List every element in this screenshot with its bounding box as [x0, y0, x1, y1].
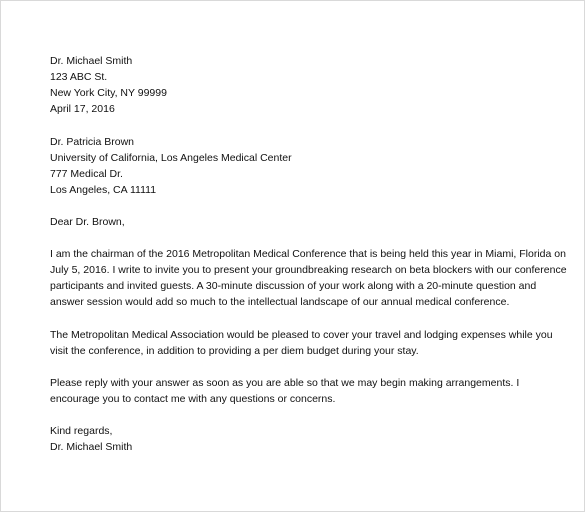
closing-block — [50, 423, 550, 455]
paragraph-line: I am the chairman of the 2016 Metropolitan Medical Conference that is being held this year in Miami, Florida on — [50, 248, 566, 260]
sender-city: New York City, NY 99999 — [50, 87, 167, 99]
sender-name: Dr. Michael Smith — [50, 55, 133, 67]
paragraph-line: encourage you to contact me with any questions or concerns. — [50, 393, 336, 405]
paragraph-line: participants and invited guests. A 30-minute discussion of your work along with a 20-minute question and — [50, 280, 537, 292]
paragraph-line: visit the conference, in addition to providing a per diem budget during your stay. — [50, 345, 419, 357]
recipient-institution: University of California, Los Angeles Medical Center — [50, 152, 292, 164]
paragraph-invitation — [50, 246, 567, 310]
paragraph-line: Please reply with your answer as soon as you are able so that we may begin making arrangements. I — [50, 377, 520, 389]
salutation — [50, 214, 550, 230]
paragraph-line: answer session would add so much to the intellectual landscape of our annual medical conference. — [50, 296, 510, 308]
recipient-name: Dr. Patricia Brown — [50, 136, 135, 148]
paragraph-reply — [50, 375, 550, 407]
signature-name: Dr. Michael Smith — [50, 441, 133, 453]
recipient-street: 777 Medical Dr. — [50, 168, 123, 180]
sender-address — [50, 53, 550, 117]
sender-street: 123 ABC St. — [50, 71, 108, 83]
closing-text: Kind regards, — [50, 425, 113, 437]
letter-date: April 17, 2016 — [50, 103, 115, 115]
recipient-address — [50, 134, 550, 198]
recipient-city: Los Angeles, CA 11111 — [50, 184, 157, 196]
salutation-text: Dear Dr. Brown, — [50, 216, 125, 228]
paragraph-line: The Metropolitan Medical Association would be pleased to cover your travel and lodging expenses while you — [50, 329, 553, 341]
paragraph-line: July 5, 2016. I write to invite you to present your groundbreaking research on beta blockers with our conference — [50, 264, 567, 276]
paragraph-expenses — [50, 327, 553, 359]
